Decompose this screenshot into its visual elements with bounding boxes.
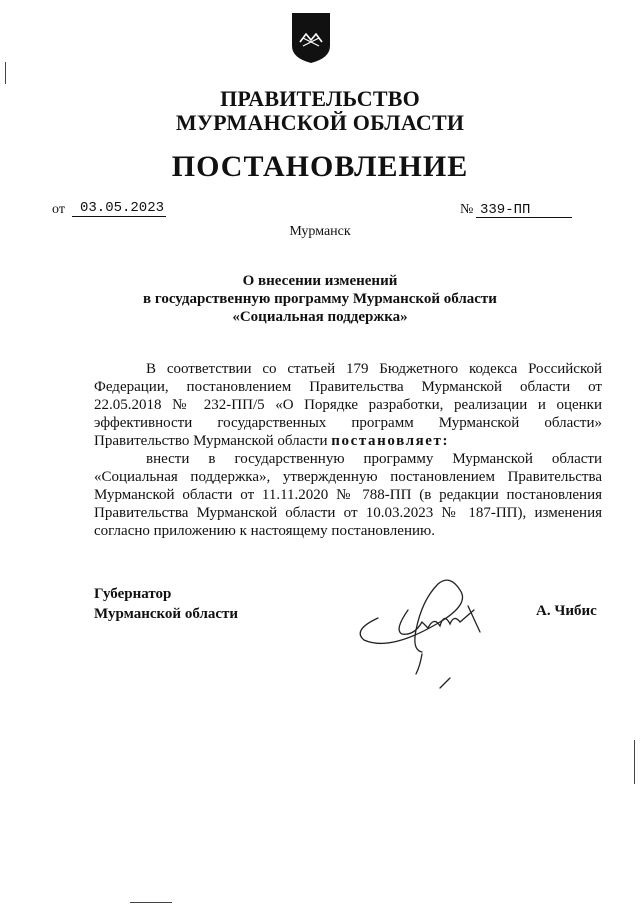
document-type-title: ПОСТАНОВЛЕНИЕ: [171, 150, 469, 183]
signatory-position: [94, 584, 238, 624]
government-title-line1: ПРАВИТЕЛЬСТВО: [220, 86, 420, 111]
scan-edge-mark: [5, 62, 6, 84]
scan-edge-mark: [130, 902, 172, 903]
city: Мурманск: [289, 224, 351, 239]
subject-line3: «Социальная поддержка»: [232, 309, 408, 325]
number-prefix: №: [460, 202, 474, 217]
signatory-name: А. Чибис: [536, 603, 597, 619]
body-paragraph-2: внести в государственную программу Мурманской области «Социальная поддержка», утвержденную постановлением Правительства Мурманской области от 11.11.2020 № 788-ПП (в редакции постановления Правительства Мурманской области от 10.03.2023 № 187-ПП), изменения согласно приложению к настоящему постановлению.: [94, 451, 602, 539]
position-line2: Мурманской области: [94, 606, 239, 622]
subject-line1: О внесении изменений: [242, 273, 398, 289]
decree-word: постановляет:: [331, 433, 450, 449]
body-paragraph-1: [94, 360, 602, 450]
body-paragraph-1-text: В соответствии со статьей 179 Бюджетного кодекса Российской Федерации, постановлением Правительства Мурманской области от 22.05.2018 № 232-ПП/5 «О Порядке разработки, реализации и оценки эффективности государственных программ Мурманской области» Правительство Мурманской области: [94, 361, 602, 449]
document-date: 03.05.2023: [80, 200, 165, 216]
position-line1: Губернатор: [94, 586, 172, 602]
number-underline: [476, 217, 572, 218]
document-number: 339-ПП: [480, 202, 531, 218]
date-underline: [72, 216, 166, 217]
document-body: [94, 360, 602, 540]
coat-of-arms-icon: [291, 12, 331, 64]
date-prefix: от: [52, 202, 65, 217]
document-subject: [0, 272, 640, 326]
subject-line2: в государственную программу Мурманской области: [143, 291, 497, 307]
handwritten-signature: [350, 570, 500, 690]
scan-edge-mark: [634, 740, 635, 784]
government-title-line2: МУРМАНСКОЙ ОБЛАСТИ: [175, 110, 465, 135]
